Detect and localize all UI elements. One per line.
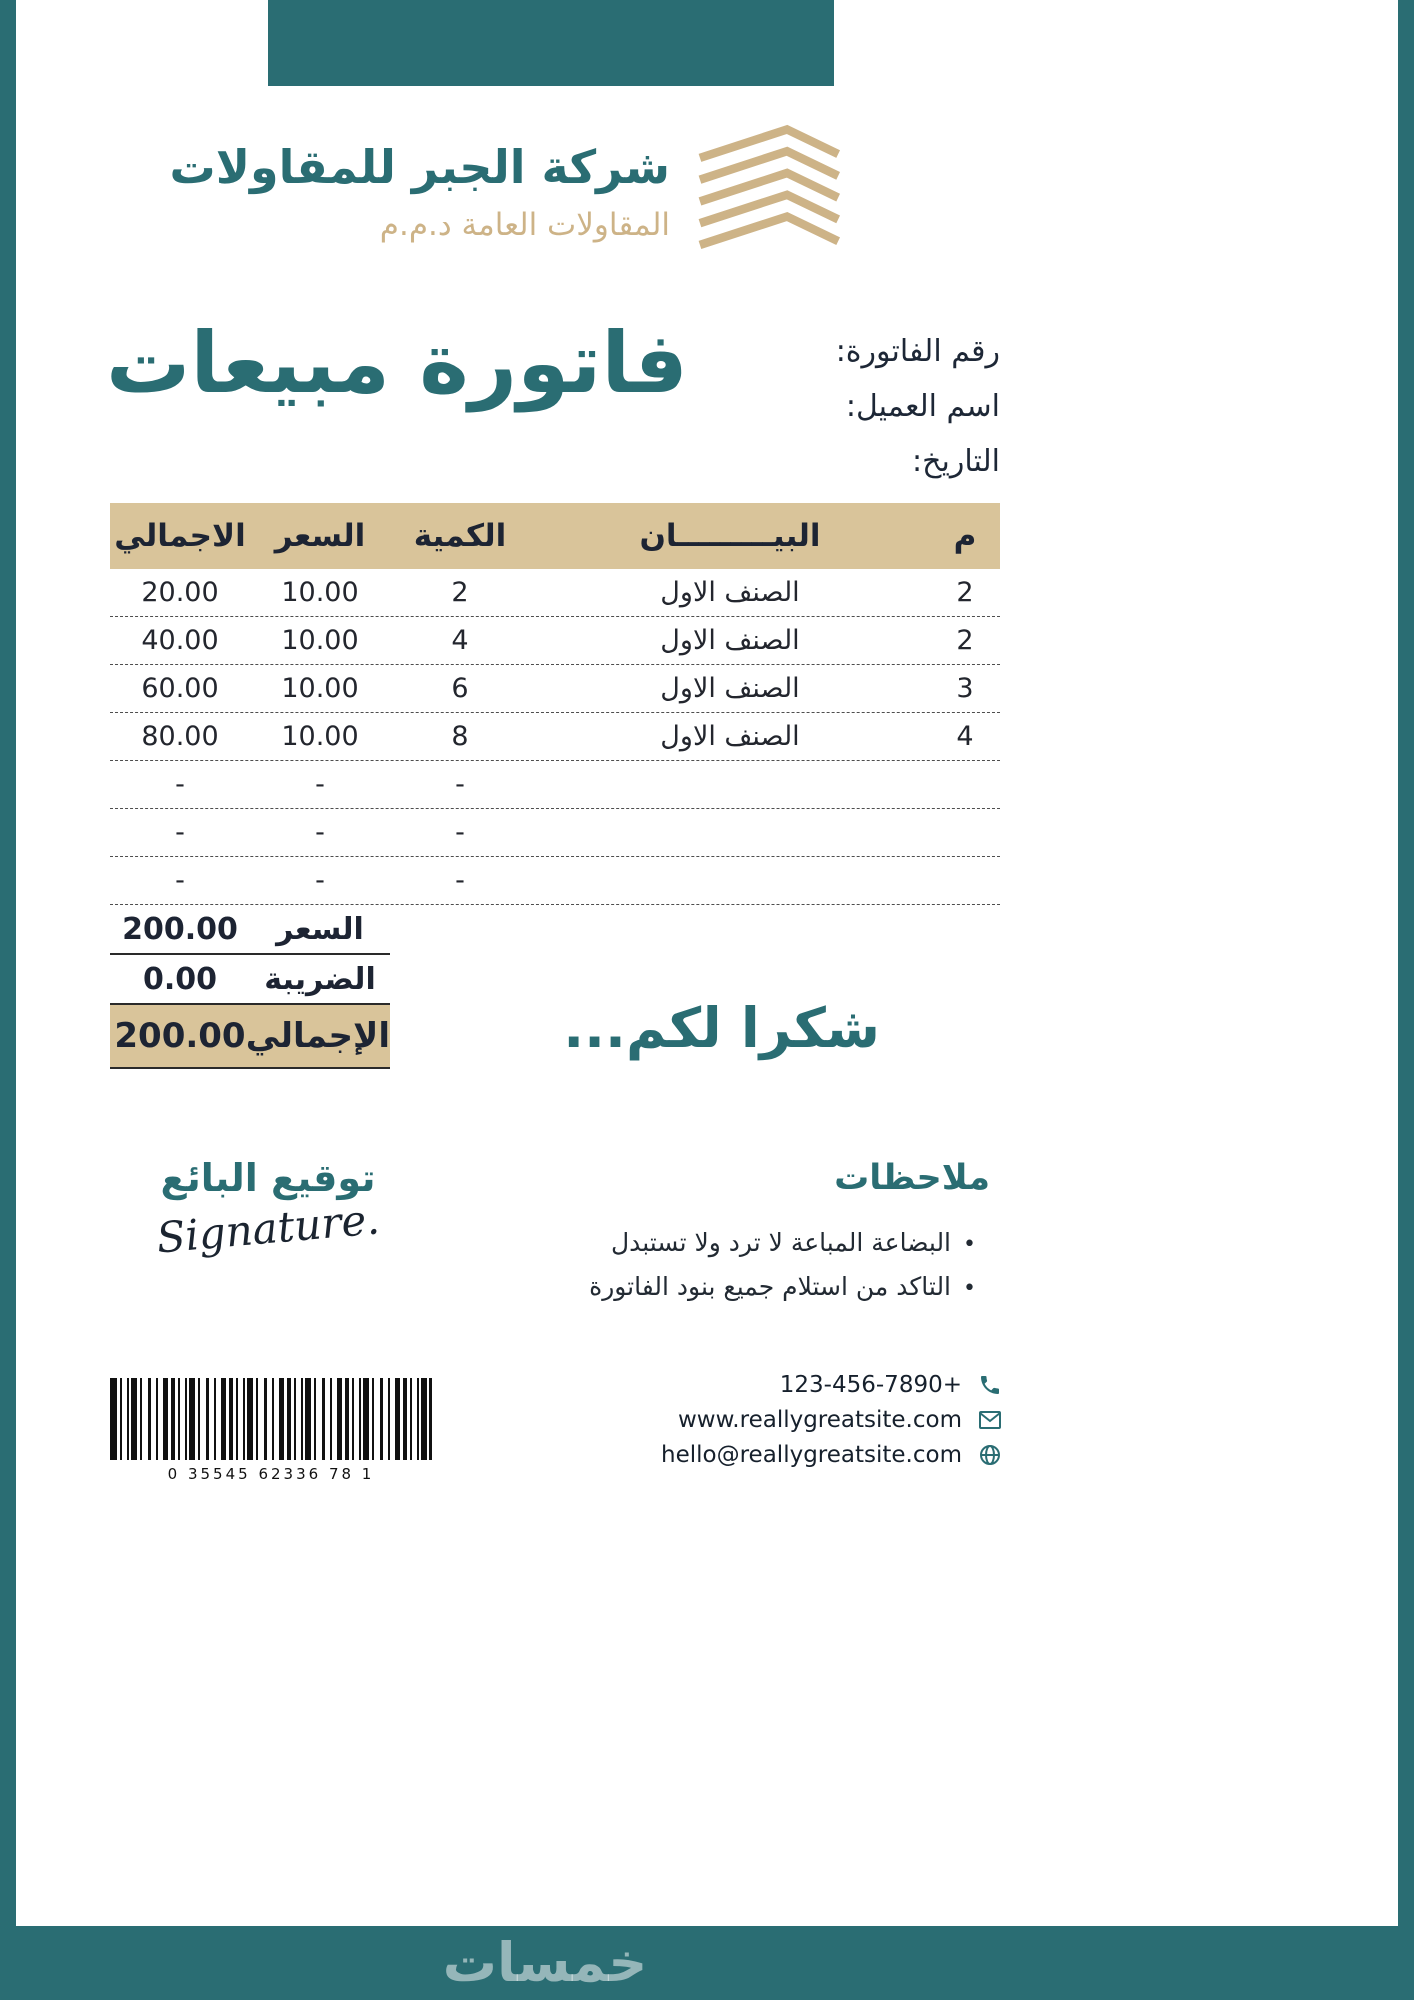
cell-no: 3	[956, 673, 974, 704]
left-border-strip	[0, 0, 16, 2000]
company-name: شركة الجبر للمقاولات	[169, 140, 670, 195]
right-border-strip	[1398, 0, 1414, 2000]
header-total: الاجمالي	[114, 518, 246, 554]
header-no: م	[953, 518, 977, 554]
cell-no: 4	[956, 721, 974, 752]
cell-no: 2	[956, 577, 974, 608]
cell-price: 10.00	[281, 673, 359, 704]
bottom-accent-band	[0, 1926, 1414, 2000]
totals-summary	[110, 905, 390, 1069]
cell-quantity: -	[455, 865, 465, 896]
contact-website-row	[661, 1407, 1002, 1433]
cell-quantity: 8	[451, 721, 469, 752]
table-row-empty	[110, 809, 1000, 857]
cell-description: الصنف الاول	[660, 625, 800, 656]
barcode-number: 0 35545 62336 78 1	[167, 1465, 375, 1483]
summary-tax-label: الضريبة	[264, 961, 376, 997]
note-text: التاكد من استلام جميع بنود الفاتورة	[589, 1272, 952, 1301]
signature-block	[128, 1156, 408, 1263]
header-price: السعر	[274, 518, 366, 554]
watermark-text: خمسات	[442, 1931, 648, 1994]
summary-price-label: السعر	[276, 911, 364, 947]
cell-total: -	[175, 865, 185, 896]
summary-total-label: الإجمالي	[245, 1016, 390, 1056]
table-row-empty	[110, 761, 1000, 809]
contact-email: hello@reallygreatsite.com	[661, 1442, 962, 1468]
cell-total: 40.00	[141, 625, 219, 656]
cell-total: 20.00	[141, 577, 219, 608]
table-row	[110, 617, 1000, 665]
page-title: فاتورة مبيعات	[106, 314, 688, 412]
contact-website: www.reallygreatsite.com	[677, 1407, 962, 1433]
signature-script: Signature.	[154, 1194, 382, 1263]
signature-label: توقيع البائع	[160, 1156, 376, 1200]
cell-price: 10.00	[281, 577, 359, 608]
cell-total: 80.00	[141, 721, 219, 752]
table-row	[110, 713, 1000, 761]
brand-header	[170, 120, 846, 262]
cell-quantity: -	[455, 817, 465, 848]
summary-total-row	[110, 1005, 390, 1069]
note-item	[550, 1272, 990, 1306]
bullet-icon: •	[963, 1276, 976, 1301]
items-table	[110, 503, 1000, 905]
invoice-number-label: رقم الفاتورة:	[835, 334, 1000, 369]
globe-icon	[978, 1443, 1002, 1467]
contact-block	[661, 1372, 1002, 1477]
cell-description: الصنف الاول	[660, 721, 800, 752]
cell-quantity: 2	[451, 577, 469, 608]
cell-quantity: 6	[451, 673, 469, 704]
brand-text	[170, 139, 670, 243]
cell-description: الصنف الاول	[660, 673, 800, 704]
cell-price: -	[315, 865, 325, 896]
cell-total: -	[175, 769, 185, 800]
note-text: البضاعة المباعة لا ترد ولا تستبدل	[610, 1228, 952, 1257]
summary-price-value: 200.00	[122, 911, 238, 947]
note-item	[550, 1228, 990, 1262]
summary-tax-value: 0.00	[142, 961, 218, 997]
date-label: التاريخ:	[912, 444, 1000, 479]
cell-total: 60.00	[141, 673, 219, 704]
table-row-empty	[110, 857, 1000, 905]
notes-block	[550, 1158, 990, 1316]
envelope-icon	[978, 1408, 1002, 1432]
header-quantity: الكمية	[413, 518, 507, 554]
summary-total-value: 200.00	[114, 1016, 246, 1056]
summary-tax-row	[110, 955, 390, 1005]
summary-price-row	[110, 905, 390, 955]
contact-email-row	[661, 1442, 1002, 1468]
company-subtitle: المقاولات العامة د.م.م	[379, 206, 670, 243]
contact-phone-row	[661, 1372, 1002, 1398]
cell-price: -	[315, 769, 325, 800]
thank-you-text: شكرا لكم...	[563, 996, 880, 1060]
table-row	[110, 569, 1000, 617]
cell-no: 2	[956, 625, 974, 656]
company-logo-icon	[694, 120, 846, 262]
barcode-image	[110, 1378, 432, 1460]
cell-price: -	[315, 817, 325, 848]
cell-total: -	[175, 817, 185, 848]
cell-description: الصنف الاول	[660, 577, 800, 608]
header-description: البيـــــــــان	[639, 518, 821, 554]
cell-price: 10.00	[281, 625, 359, 656]
contact-phone: +123-456-7890	[779, 1372, 962, 1398]
top-accent-band	[268, 0, 834, 86]
bullet-icon: •	[963, 1232, 976, 1257]
invoice-meta	[836, 334, 1000, 499]
barcode-block	[110, 1378, 432, 1483]
cell-quantity: 4	[451, 625, 469, 656]
notes-heading: ملاحظات	[834, 1158, 990, 1198]
table-row	[110, 665, 1000, 713]
phone-icon	[978, 1373, 1002, 1397]
cell-price: 10.00	[281, 721, 359, 752]
cell-quantity: -	[455, 769, 465, 800]
client-name-label: اسم العميل:	[845, 389, 1000, 424]
table-header-row	[110, 503, 1000, 569]
